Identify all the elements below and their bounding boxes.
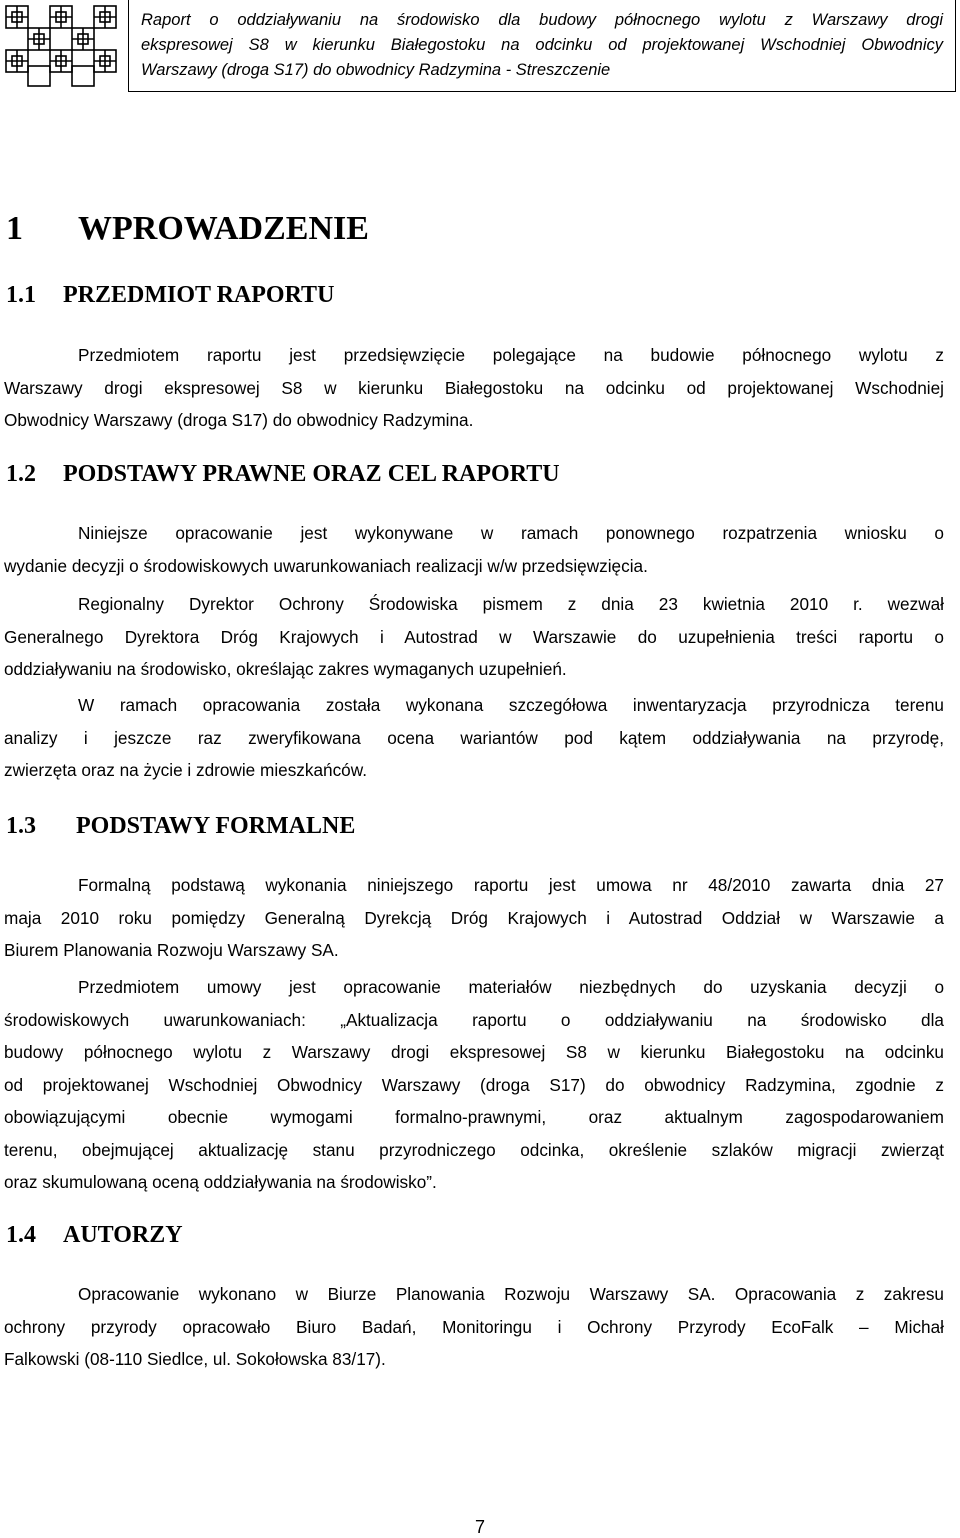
section-heading: [6, 813, 355, 840]
text-line: Formalną podstawą wykonania niniejszego raportu jest umowa nr 48/2010 zawarta dnia 27: [78, 875, 944, 895]
section-title: PODSTAWY PRAWNE ORAZ CEL RAPORTU: [63, 461, 560, 487]
text-line: środowiskowych uwarunkowaniach: „Aktualizacja raportu o oddziaływaniu na środowisko dla: [4, 1009, 944, 1030]
paragraph: [4, 517, 944, 582]
text-line: Opracowanie wykonano w Biurze Planowania Rozwoju Warszawy SA. Opracowania z zakresu: [78, 1284, 944, 1304]
text-line: Biurem Planowania Rozwoju Warszawy SA.: [4, 940, 339, 960]
paragraph: [4, 869, 944, 967]
paragraph: [4, 339, 944, 437]
text-line: terenu, obejmującej aktualizację stanu przyrodniczego odcinka, określenie szlaków migracji zwierząt: [4, 1139, 944, 1160]
text-line: wydanie decyzji o środowiskowych uwarunkowaniach realizacji w/w przedsięwzięcia.: [4, 555, 648, 576]
text-line: maja 2010 roku pomiędzy Generalną Dyrekcją Dróg Krajowych i Autostrad Oddział w Warszawie a: [4, 907, 944, 928]
section-number: 1.4: [6, 1222, 36, 1248]
paragraph: [4, 588, 944, 686]
section-title: AUTORZY: [63, 1222, 183, 1248]
text-line: Przedmiotem umowy jest opracowanie materiałów niezbędnych do uzyskania decyzji o: [78, 977, 944, 997]
text-line: analizy i jeszcze raz zweryfikowana ocena wariantów pod kątem oddziaływania na przyrodę,: [4, 727, 944, 748]
chapter-number: 1: [6, 210, 23, 247]
text-line: Regionalny Dyrektor Ochrony Środowiska pismem z dnia 23 kwietnia 2010 r. wezwał: [78, 594, 944, 614]
paragraph: [4, 971, 944, 1199]
paragraph: [4, 1278, 944, 1376]
section-heading: [6, 1222, 183, 1249]
text-line: Niniejsze opracowanie jest wykonywane w ramach ponownego rozpatrzenia wniosku o: [78, 523, 944, 543]
chapter-title: WPROWADZENIE: [78, 210, 369, 247]
chapter-heading: [6, 210, 369, 248]
text-line: oraz skumulowaną oceną oddziaływania na środowisko”.: [4, 1172, 437, 1192]
section-title: PRZEDMIOT RAPORTU: [63, 282, 335, 308]
header-line: Warszawy (droga S17) do obwodnicy Radzymina - Streszczenie: [141, 61, 611, 79]
text-line: obowiązującymi obecnie wymogami formalno-prawnymi, oraz aktualnym zagospodarowaniem: [4, 1107, 944, 1127]
text-line: Przedmiotem raportu jest przedsięwzięcie polegające na budowie północnego wylotu z: [78, 345, 944, 365]
header-title: [141, 8, 943, 83]
section-heading: [6, 282, 334, 309]
text-line: Falkowski (08-110 Siedlce, ul. Sokołowska 83/17).: [4, 1349, 386, 1369]
text-line: W ramach opracowania została wykonana szczegółowa inwentaryzacja przyrodnicza terenu: [78, 695, 944, 715]
text-line: Obwodnicy Warszawy (droga S17) do obwodnicy Radzymina.: [4, 410, 474, 430]
text-line: zwierzęta oraz na życie i zdrowie mieszkańców.: [4, 760, 367, 780]
section-number: 1.3: [6, 813, 36, 839]
header-line: ekspresowej S8 w kierunku Białegostoku na odcinku od projektowanej Wschodniej Obwodnicy: [141, 36, 943, 54]
text-line: od projektowanej Wschodniej Obwodnicy Warszawy (droga S17) do obwodnicy Radzymina, zgodnie z: [4, 1074, 944, 1095]
text-line: budowy północnego wylotu z Warszawy drogi ekspresowej S8 w kierunku Białegostoku na odcinku: [4, 1042, 944, 1062]
company-logo: [4, 4, 118, 88]
text-line: Generalnego Dyrektora Dróg Krajowych i Autostrad w Warszawie do uzupełnienia treści raportu o: [4, 626, 944, 647]
paragraph: [4, 689, 944, 787]
section-heading: [6, 461, 560, 488]
text-line: Warszawy drogi ekspresowej S8 w kierunku Białegostoku na odcinku od projektowanej Wschodniej: [4, 377, 944, 398]
document-header: [128, 0, 956, 92]
section-number: 1.1: [6, 282, 36, 308]
section-title: PODSTAWY FORMALNE: [76, 813, 356, 839]
text-line: ochrony przyrody opracowało Biuro Badań, Monitoringu i Ochrony Przyrody EcoFalk – Michał: [4, 1316, 944, 1337]
header-line: Raport o oddziaływaniu na środowisko dla budowy północnego wylotu z Warszawy drogi: [141, 11, 943, 29]
text-line: oddziaływaniu na środowisko, określając zakres wymaganych uzupełnień.: [4, 659, 567, 679]
section-number: 1.2: [6, 461, 36, 487]
page-number: 7: [474, 1517, 485, 1537]
